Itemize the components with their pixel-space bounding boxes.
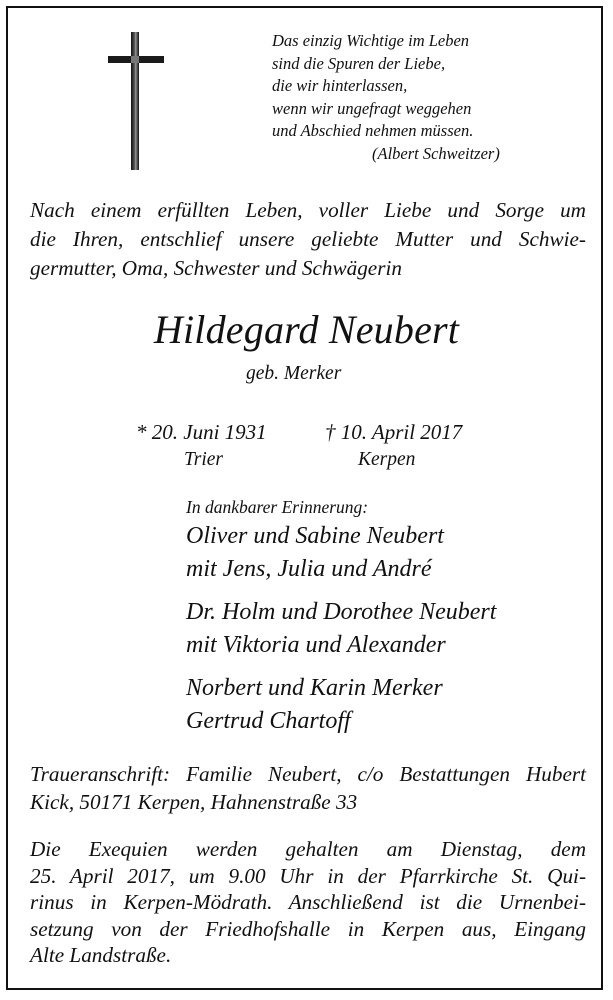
death-date: † 10. April 2017 [325,420,463,444]
quote-line: die wir hinterlassen, [272,76,408,95]
intro-line: die Ihren, entschlief unsere geliebte Mutter und Schwie- [30,227,586,251]
quote-line: Das einzig Wichtige im Leben [272,31,470,50]
mourner-line: Oliver und Sabine Neubert [186,523,444,549]
mourner-line: Norbert und Karin Merker [186,675,443,701]
address-line: Traueranschrift: Familie Neubert, c/o Bestattungen Hubert [30,762,586,786]
mourning-address [30,760,586,816]
service-line: 25. April 2017, um 9.00 Uhr in der Pfarrkirche St. Qui- [30,863,586,888]
mourner-line: Gertrud Chartoff [186,708,351,734]
mourner-line: mit Viktoria und Alexander [186,632,446,658]
service-line: Alte Landstraße. [30,943,172,967]
mourner-line: Dr. Holm und Dorothee Neubert [186,599,497,625]
epigraph-quote [272,30,572,165]
quote-line: sind die Spuren der Liebe, [272,53,446,73]
intro-paragraph [30,196,586,283]
maiden-name: geb. Merker [246,363,342,384]
mourners-heading: In dankbarer Erinnerung: [186,497,369,517]
service-line: rinus in Kerpen-Mödrath. Anschließend ist die Urnenbei- [30,890,586,914]
service-line: setzung von der Friedhofshalle in Kerpen aus, Eingang [30,916,586,941]
quote-line: und Abschied nehmen müssen. [272,121,474,140]
mourner-family [186,520,444,586]
birth-date: * 20. Juni 1931 [136,420,267,444]
mourner-family [186,596,496,662]
mourner-family [186,672,443,738]
funeral-service-info [30,836,586,969]
intro-line: germutter, Oma, Schwester und Schwägerin [30,256,402,280]
mourner-line: mit Jens, Julia und André [186,556,432,582]
address-line: Kick, 50171 Kerpen, Hahnenstraße 33 [30,790,358,814]
birth-place: Trier [184,449,224,470]
quote-line: wenn wir ungefragt weggehen [272,98,472,118]
quote-author: (Albert Schweitzer) [372,143,500,163]
cross-icon [108,32,164,170]
death-place: Kerpen [358,449,416,470]
deceased-name: Hildegard Neubert [153,307,460,352]
service-line: Die Exequien werden gehalten am Dienstag, dem [30,837,586,861]
intro-line: Nach einem erfüllten Leben, voller Liebe und Sorge um [30,198,586,222]
